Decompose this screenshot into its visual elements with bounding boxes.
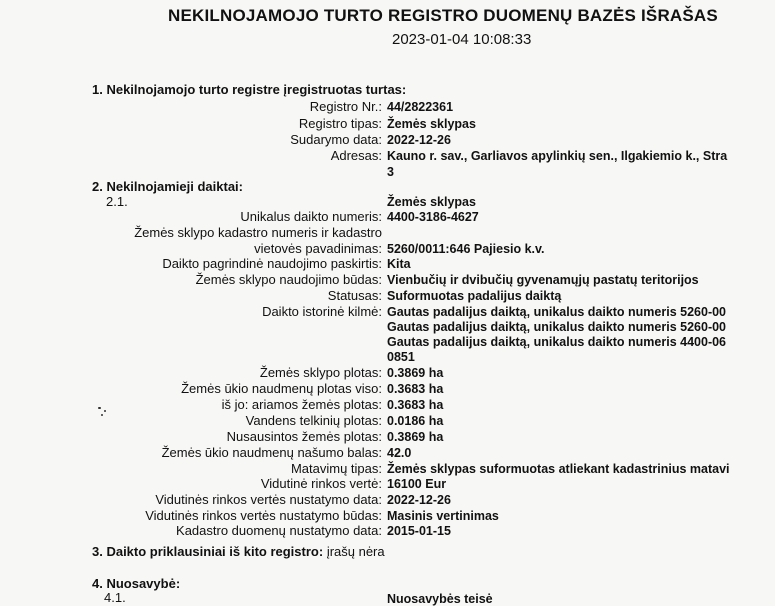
cadastral-label-line2: vietovės pavadinimas: [254,241,382,256]
market-value-method-label: Vidutinės rinkos vertės nustatymo būdas: [145,508,382,523]
document-title: NEKILNOJAMOJO TURTO REGISTRO DUOMENŲ BAZĖS IŠRAŠAS [168,6,718,25]
section-3-value: įrašų nėra [326,544,385,559]
creation-date-value: 2022-12-26 [387,133,451,147]
creation-date-label: Sudarymo data: [290,132,382,147]
address-value-continued: 3 [387,165,394,179]
item-2-1-title: Žemės sklypas [387,195,476,209]
usage-method-label: Žemės sklypo naudojimo būdas: [195,272,382,287]
registry-number-value: 44/2822361 [387,100,454,114]
measurement-type-label: Matavimų tipas: [290,461,382,476]
market-value-value: 16100 Eur [387,477,447,491]
plot-area-label: Žemės sklypo plotas: [259,365,382,380]
measurement-type-value: Žemės sklypas suformuotas atliekant kadastrinius matavi [387,462,730,476]
registry-type-value: Žemės sklypas [387,117,476,131]
water-area-value: 0.0186 ha [387,414,444,428]
section-1-heading: 1. Nekilnojamojo turto registre įregistruotas turtas: [92,82,407,97]
cadastral-value: 5260/0011:646 Pajiesio k.v. [387,242,545,256]
history-origin-value-3: Gautas padalijus daiktą, unikalus daikto numeris 4400-06 [387,335,727,349]
scan-speck [101,414,103,416]
scan-speck [98,407,101,409]
registry-number-label: Registro Nr.: [309,99,382,114]
ownership-right-label: Nuosavybės teisė [387,592,493,606]
scan-speck [104,410,106,412]
section-2-heading: 2. Nekilnojamieji daiktai: [92,179,243,194]
status-value: Suformuotas padalijus daiktą [387,289,562,303]
market-value-method-value: Masinis vertinimas [387,509,499,523]
address-value: Kauno r. sav., Garliavos apylinkių sen., Ilgakiemio k., Stra [387,149,728,163]
main-purpose-value: Kita [387,257,411,271]
status-label: Statusas: [327,288,382,303]
history-origin-value-4: 0851 [387,350,415,364]
main-purpose-label: Daikto pagrindinė naudojimo paskirtis: [162,256,382,271]
section-3 [92,544,385,559]
cadastral-date-label: Kadastro duomenų nustatymo data: [176,523,382,538]
item-4-1-number: 4.1. [104,590,126,605]
arable-area-value: 0.3683 ha [387,398,444,412]
market-value-label: Vidutinė rinkos vertė: [260,476,382,491]
section-3-heading: 3. Daikto priklausiniai iš kito registro: [92,544,324,559]
cadastral-label-line1: Žemės sklypo kadastro numeris ir kadastro [134,225,382,240]
cadastral-date-value: 2015-01-15 [387,524,451,538]
agricultural-area-value: 0.3683 ha [387,382,444,396]
productivity-score-value: 42.0 [387,446,412,460]
drained-area-value: 0.3869 ha [387,430,444,444]
item-2-1-number: 2.1. [106,194,128,209]
history-origin-value-2: Gautas padalijus daiktą, unikalus daikto numeris 5260-00 [387,320,727,334]
market-value-date-value: 2022-12-26 [387,493,451,507]
registry-type-label: Registro tipas: [298,116,382,131]
unique-number-label: Unikalus daikto numeris: [240,209,382,224]
water-area-label: Vandens telkinių plotas: [245,413,382,428]
productivity-score-label: Žemės ūkio naudmenų našumo balas: [161,445,382,460]
unique-number-value: 4400-3186-4627 [387,210,479,224]
market-value-date-label: Vidutinės rinkos vertės nustatymo data: [155,492,382,507]
address-label: Adresas: [330,148,382,163]
history-origin-value-1: Gautas padalijus daiktą, unikalus daikto numeris 5260-00 [387,305,727,319]
usage-method-value: Vienbučių ir dvibučių gyvenamųjų pastatų teritorijos [387,273,699,287]
drained-area-label: Nusausintos žemės plotas: [226,429,382,444]
agricultural-area-label: Žemės ūkio naudmenų plotas viso: [181,381,382,396]
arable-area-label: iš jo: ariamos žemės plotas: [221,397,382,412]
history-origin-label: Daikto istorinė kilmė: [262,304,382,319]
plot-area-value: 0.3869 ha [387,366,444,380]
document-datetime: 2023-01-04 10:08:33 [392,31,532,48]
section-4-heading: 4. Nuosavybė: [92,576,181,591]
